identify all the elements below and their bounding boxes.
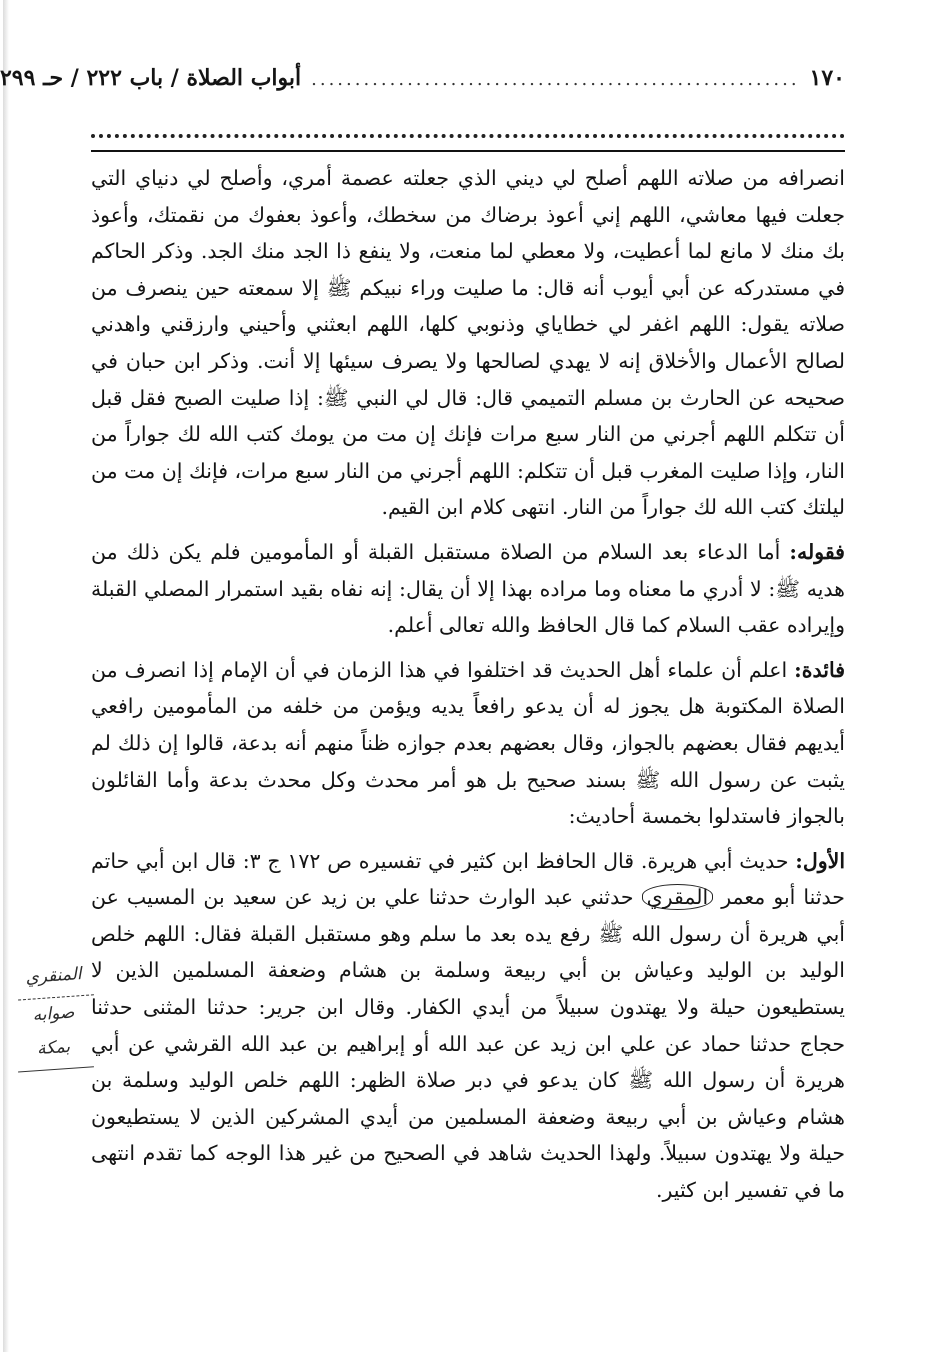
dotted-separator	[91, 116, 845, 138]
paragraph-text: حديث أبي هريرة. قال الحافظ ابن كثير في تفسيره ص ١٧٢ ج ٣: قال ابن أبي حاتم حدثنا أبو معمر	[91, 848, 845, 910]
paragraph-text: انصرافه من صلاته اللهم أصلح لي ديني الذي جعلته عصمة أمري، وأصلح لي دنياي التي جعلت فيها معاشي، اللهم إني أعوذ برضاك من سخطك، وأعوذ بعفوك من نقمتك، وأعوذ بك منك لا مانع لما أعطيت، ولا معطي لما منعت، ولا ينفع ذا الجد منك الجد. وذكر الحاكم في مستدركه عن أبي أيوب أنه قال: ما صليت وراء نبيكم ﷺ إلا سمعته حين ينصرف من صلاته يقول: اللهم اغفر لي خطاياي وذنوبي كلها، اللهم ابعثني وأحيني وارزقني واهدني لصالح الأعمال والأخلاق إنه لا يهدي لصالحها ولا يصرف سيئها إلا أنت. وذكر ابن حبان في صحيحه عن الحارث بن مسلم التميمي قال: قال لي النبي ﷺ: إذا صليت الصبح فقل قبل أن تتكلم اللهم أجرني من النار سبع مرات فإنك إن مت من يومك كتب الله لك جواراً من النار، وإذا صليت المغرب قبل أن تتكلم: اللهم أجرني من النار سبع مرات، فإنك إن مت من ليلتك كتب الله لك جواراً من النار. انتهى كلام ابن القيم.	[91, 166, 845, 520]
header-leader-dots: ........................................................	[311, 69, 800, 90]
page-edge-shadow	[3, 0, 9, 1352]
handwritten-underline	[18, 994, 94, 1000]
circled-word: المقري	[642, 884, 714, 910]
handwritten-margin-note: المنقري	[8, 963, 100, 1003]
page-number: ١٧٠	[809, 65, 845, 91]
paragraph-text: حدثني عبد الوارث حدثنا علي بن زيد عن سعيد بن المسيب عن أبي هريرة أن رسول الله ﷺ رفع يده بعد ما سلم وهو مستقبل القبلة فقال: اللهم خلص الوليد بن الوليد وعياش بن أبي ربيعة وسلمة بن هشام وضعفة المسلمين الذين لا يستطيعون حيلة ولا يهتدون سبيلاً من أيدي الكفار. وقال ابن جرير: حدثنا المثنى حدثنا حجاج حدثنا حماد عن علي ابن زيد عن عبد الله أو إبراهيم بن عبد الله القرشي عن أبي هريرة أن رسول الله ﷺ كان يدعو في دبر صلاة الظهر: اللهم خلص الوليد وسلمة بن هشام وعياش بن أبي ربيعة وضعفة المسلمين من أيدي المشركين الذين لا يستطيعون حيلة ولا يهتدون سبيلاً. ولهذا الحديث شاهد في الصحيح من غير هذا الوجه كما تقدم انتهى ما في تفسير ابن كثير.	[91, 885, 845, 1203]
paragraph-4	[91, 843, 845, 1209]
paragraph-text: اعلم أن علماء أهل الحديث قد اختلفوا في هذا الزمان في أن الإمام إذا انصرف من الصلاة المكتوبة هل يجوز له أن يدعو رافعاً يديه ويؤمن من خلفه من المأمومين رافعي أيديهم فقال بعضهم بالجواز، وقال بعضهم بعدم جوازه ظناً منهم أنه بدعة، قالوا إن ذلك لم يثبت عن رسول الله ﷺ بسند صحيح بل هو أمر محدث وكل محدث بدعة وأما القائلون بالجواز فاستدلوا بخمسة أحاديث:	[91, 657, 845, 829]
paragraph-3	[91, 652, 845, 835]
paragraph-lead: الأول:	[795, 848, 846, 873]
handwritten-underline	[18, 1066, 94, 1072]
handwritten-margin-note: بمكة	[8, 1035, 100, 1075]
chapter-title: أبواب الصلاة / باب ٢٢٢ / حـ ٢٩٩	[0, 65, 302, 91]
paragraph-1	[91, 160, 845, 526]
paragraph-text: أما الدعاء بعد السلام من الصلاة مستقبل القبلة أو المأمومين فلم يكن ذلك من هديه ﷺ: لا أدري ما معناه وما مراده بهذا إلا أن يقال: إنه نفاه بقيد استمرار المصلي القبلة وإيراده عقب السلام كما قال الحافظ والله تعالى أعلم.	[91, 539, 845, 638]
paragraph-2	[91, 534, 845, 644]
paragraph-lead: فقوله:	[789, 539, 845, 564]
paragraph-lead: فائدة:	[794, 657, 845, 682]
handwritten-margin-note: صوابه	[31, 1002, 76, 1026]
body-text	[91, 160, 845, 1290]
header-rule	[91, 150, 845, 152]
running-header	[0, 58, 845, 98]
